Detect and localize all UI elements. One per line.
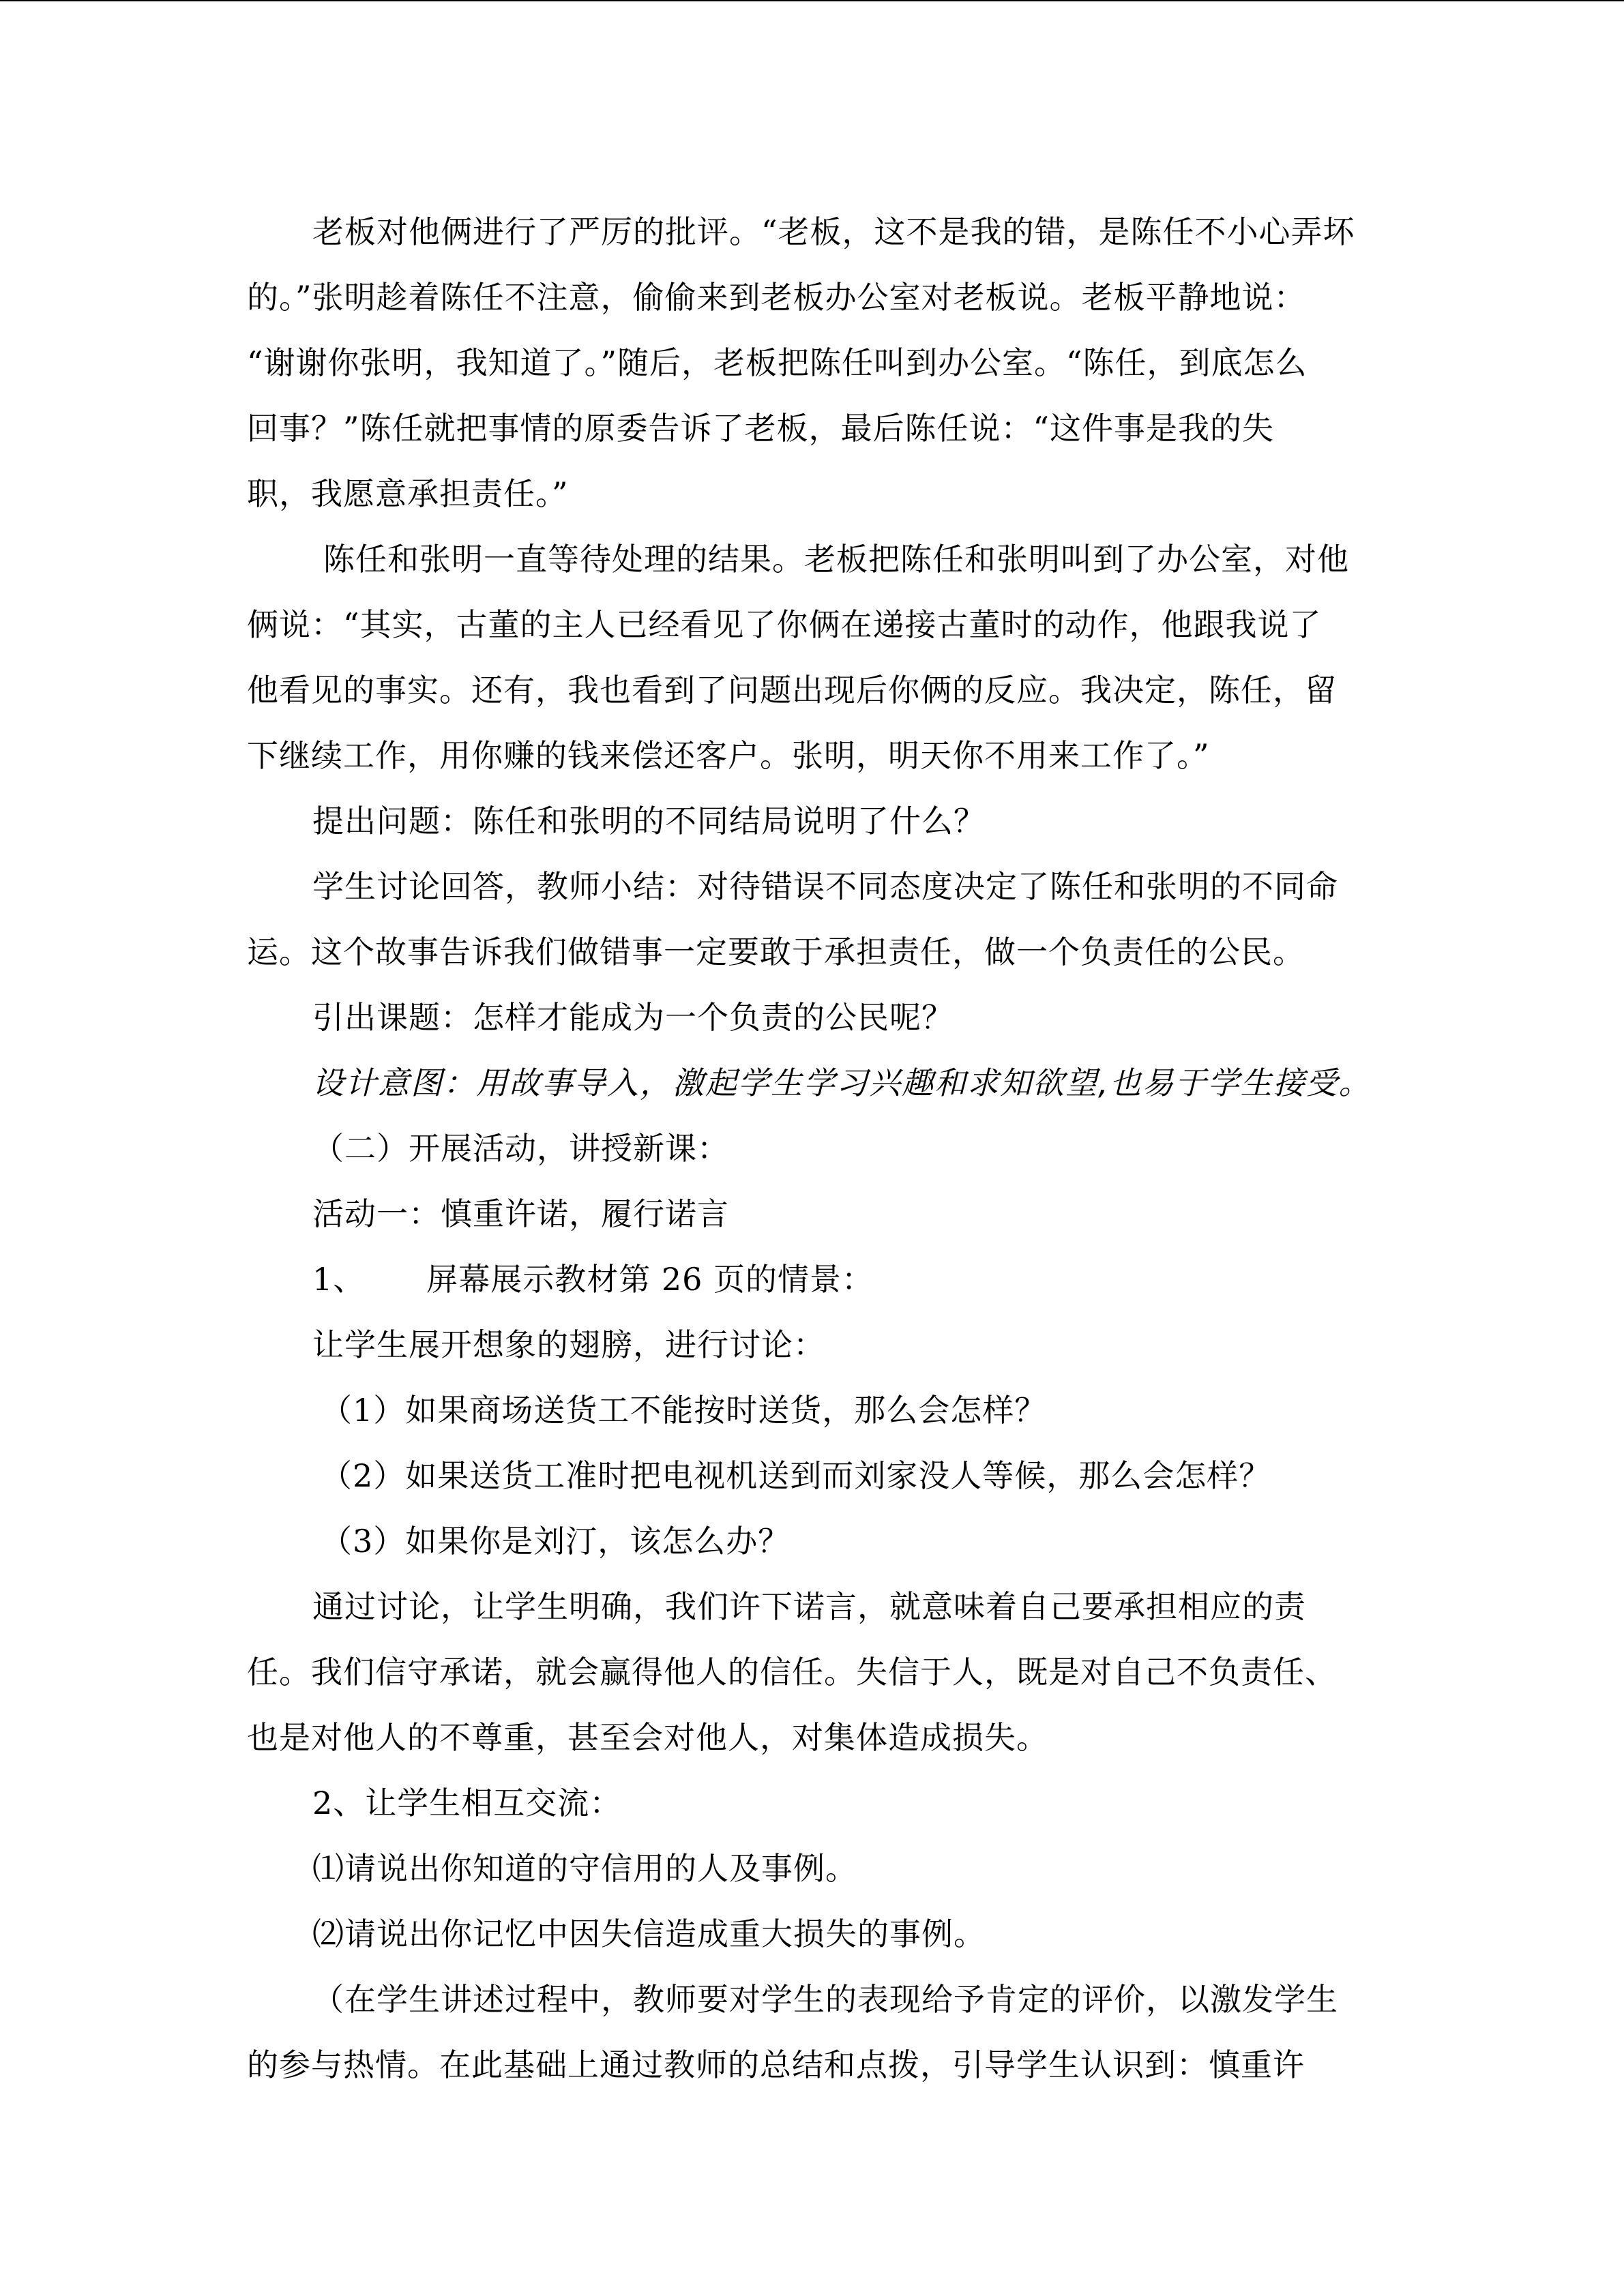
text-line: 老板对他俩进行了严厉的批评。“老板，这不是我的错，是陈任不小心弄坏	[312, 213, 1355, 250]
text-line: 也是对他人的不尊重，甚至会对他人，对集体造成损失。	[247, 1719, 1048, 1756]
text-line: 陈任和张明一直等待处理的结果。老板把陈任和张明叫到了办公室，对他	[323, 541, 1349, 578]
text-line: 他看见的事实。还有，我也看到了问题出现后你俩的反应。我决定，陈任，留	[247, 672, 1337, 709]
text-line: 下继续工作，用你赚的钱来偿还客户。张明，明天你不用来工作了。”	[247, 737, 1210, 774]
discussion-question: （1）如果商场送货工不能按时送货，那么会怎样？	[321, 1392, 1047, 1429]
item-number: 1、	[312, 1261, 366, 1298]
discussion-question: （2）如果送货工准时把电视机送到而刘家没人等候，那么会怎样？	[321, 1457, 1271, 1494]
text-line: 俩说：“其实，古董的主人已经看见了你俩在递接古董时的动作，他跟我说了	[247, 606, 1322, 643]
document-body	[247, 199, 1379, 2098]
text-line: 职，我愿意承担责任。”	[247, 475, 569, 512]
numbered-item	[247, 1247, 1379, 1312]
exchange-item: ⑵请说出你记忆中因失信造成重大损失的事例。	[312, 1915, 986, 1952]
text-line: 的参与热情。在此基础上通过教师的总结和点拨，引导学生认识到：慎重许	[247, 2046, 1305, 2083]
text-line: 回事？”陈任就把事情的原委告诉了老板，最后陈任说：“这件事是我的失	[247, 410, 1275, 447]
section-heading: （二）开展活动，讲授新课：	[312, 1130, 729, 1167]
text-line: （在学生讲述过程中，教师要对学生的表现给予肯定的评价，以激发学生	[312, 1981, 1338, 2018]
exchange-item: ⑴请说出你知道的守信用的人及事例。	[312, 1850, 857, 1887]
numbered-item: 2、让学生相互交流：	[312, 1785, 622, 1821]
text-line: 通过讨论，让学生明确，我们许下诺言，就意味着自己要承担相应的责	[312, 1588, 1306, 1625]
activity-heading: 活动一：慎重许诺，履行诺言	[312, 1195, 729, 1232]
text-line: 让学生展开想象的翅膀，进行讨论：	[312, 1326, 825, 1363]
question-line: 提出问题：陈任和张明的不同结局说明了什么？	[312, 803, 986, 839]
design-intent-line: 设计意图：用故事导入，激起学生学习兴趣和求知欲望,也易于学生接受。	[312, 1064, 1372, 1101]
text-line: 运。这个故事告诉我们做错事一定要敢于承担责任，做一个负责任的公民。	[247, 934, 1305, 970]
text-line: 学生讨论回答，教师小结：对待错误不同态度决定了陈任和张明的不同命	[312, 868, 1338, 905]
item-text: 屏幕展示教材第 26 页的情景：	[426, 1261, 874, 1298]
discussion-question: （3）如果你是刘汀，该怎么办？	[321, 1523, 791, 1560]
topic-line: 引出课题：怎样才能成为一个负责的公民呢？	[312, 999, 954, 1036]
text-line: 的。”张明趁着陈任不注意，偷偷来到老板办公室对老板说。老板平静地说：	[247, 279, 1306, 316]
text-line: 任。我们信守承诺，就会赢得他人的信任。失信于人，既是对自己不负责任、	[247, 1654, 1337, 1690]
text-line: “谢谢你张明，我知道了。”随后，老板把陈任叫到办公室。“陈任，到底怎么	[247, 344, 1308, 381]
